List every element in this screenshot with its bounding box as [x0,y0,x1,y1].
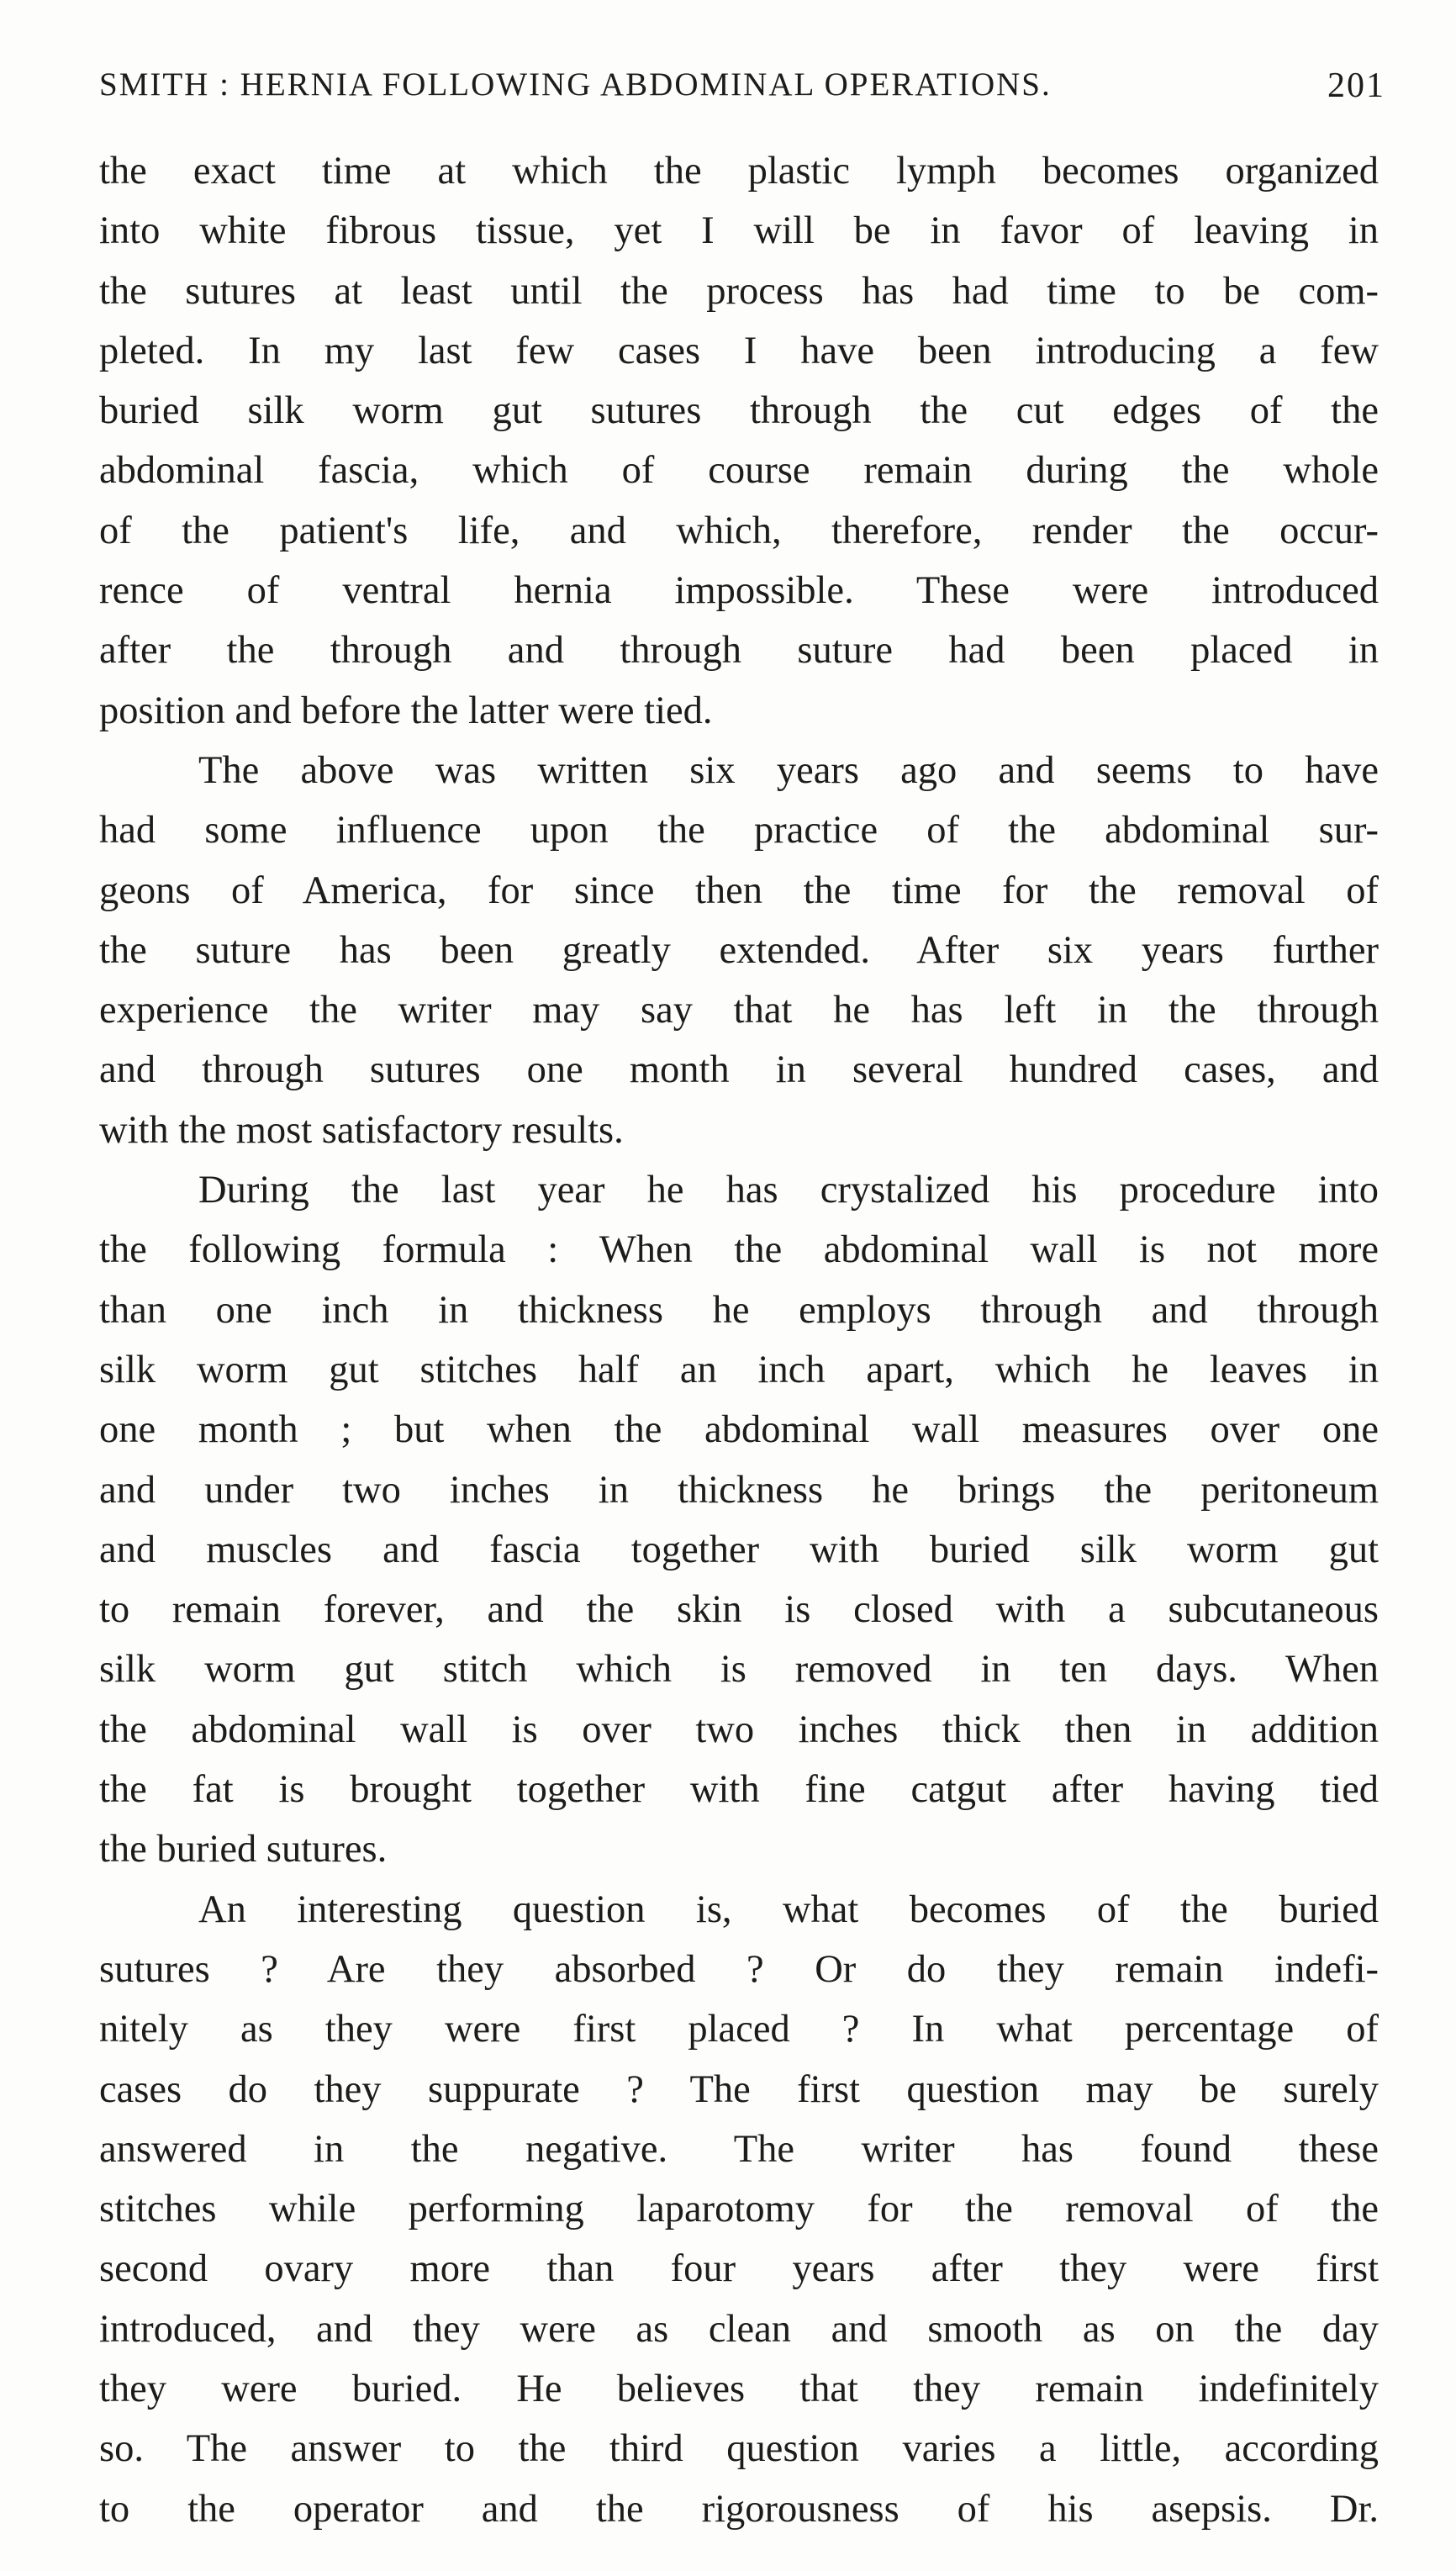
text-line: into white fibrous tissue, yet I will be in favor of leaving in [99,209,1379,253]
text-line: stitches while performing laparotomy for the removal of the [99,2188,1379,2231]
text-line: to the operator and the rigorousness of his asepsis. Dr. [99,2487,1379,2531]
text-line: abdominal fascia, which of course remain during the whole [99,449,1379,493]
text-line: the abdominal wall is over two inches thick then in addition [99,1708,1379,1751]
text-line: During the last year he has crystalized his procedure into [198,1169,1379,1212]
text-line: the suture has been greatly extended. After six years further [99,928,1379,972]
running-title: SMITH : HERNIA FOLLOWING ABDOMINAL OPERATIONS. [99,66,1052,103]
text-line: after the through and through suture had been placed in [99,629,1379,673]
text-line: to remain forever, and the skin is closed with a subcutaneous [99,1588,1379,1632]
text-line: position and before the latter were tied. [99,689,713,732]
text-line: The above was written six years ago and seems to have [198,748,1379,792]
text-line: and muscles and fascia together with buried silk worm gut [99,1528,1379,1571]
text-line: silk worm gut stitch which is removed in ten days. When [99,1648,1379,1692]
text-line: silk worm gut stitches half an inch apart, which he leaves in [99,1348,1379,1391]
text-line: introduced, and they were as clean and smooth as on the day [99,2307,1379,2351]
text-line: experience the writer may say that he has left in the through [99,989,1379,1032]
text-line: cases do they suppurate ? The first question may be surely [99,2067,1379,2111]
text-line: with the most satisfactory results. [99,1108,624,1152]
text-line: the following formula : When the abdominal wall is not more [99,1228,1379,1272]
text-line: the fat is brought together with fine catgut after having tied [99,1768,1379,1812]
page-number: 201 [1327,66,1385,105]
text-line: so. The answer to the third question varies a little, according [99,2427,1379,2471]
text-line: pleted. In my last few cases I have been introducing a few [99,329,1379,372]
text-line: they were buried. He believes that they remain indefinitely [99,2367,1379,2410]
text-line: An interesting question is, what becomes of the buried [198,1887,1379,1931]
text-line: and under two inches in thickness he brings the peritoneum [99,1468,1379,1512]
text-line: buried silk worm gut sutures through the cut edges of the [99,389,1379,433]
text-line: rence of ventral hernia impossible. These were introduced [99,569,1379,613]
text-line: of the patient's life, and which, therefore, render the occur- [99,509,1379,552]
text-line: geons of America, for since then the time for the removal of [99,868,1379,912]
text-line: and through sutures one month in several hundred cases, and [99,1048,1379,1092]
text-line: answered in the negative. The writer has found these [99,2127,1379,2171]
text-line: had some influence upon the practice of the abdominal sur- [99,809,1379,853]
text-line: the exact time at which the plastic lymph becomes organized [99,150,1379,193]
text-line: the sutures at least until the process has had time to be com- [99,269,1379,313]
text-line: second ovary more than four years after they were first [99,2247,1379,2291]
text-line: one month ; but when the abdominal wall measures over one [99,1408,1379,1452]
text-line: the buried sutures. [99,1828,388,1871]
text-line: than one inch in thickness he employs through and through [99,1288,1379,1332]
text-line: sutures ? Are they absorbed ? Or do they remain indefi- [99,1947,1379,1991]
text-line: nitely as they were first placed ? In what percentage of [99,2008,1379,2051]
body-text [99,141,1379,2539]
running-head [99,66,1385,116]
